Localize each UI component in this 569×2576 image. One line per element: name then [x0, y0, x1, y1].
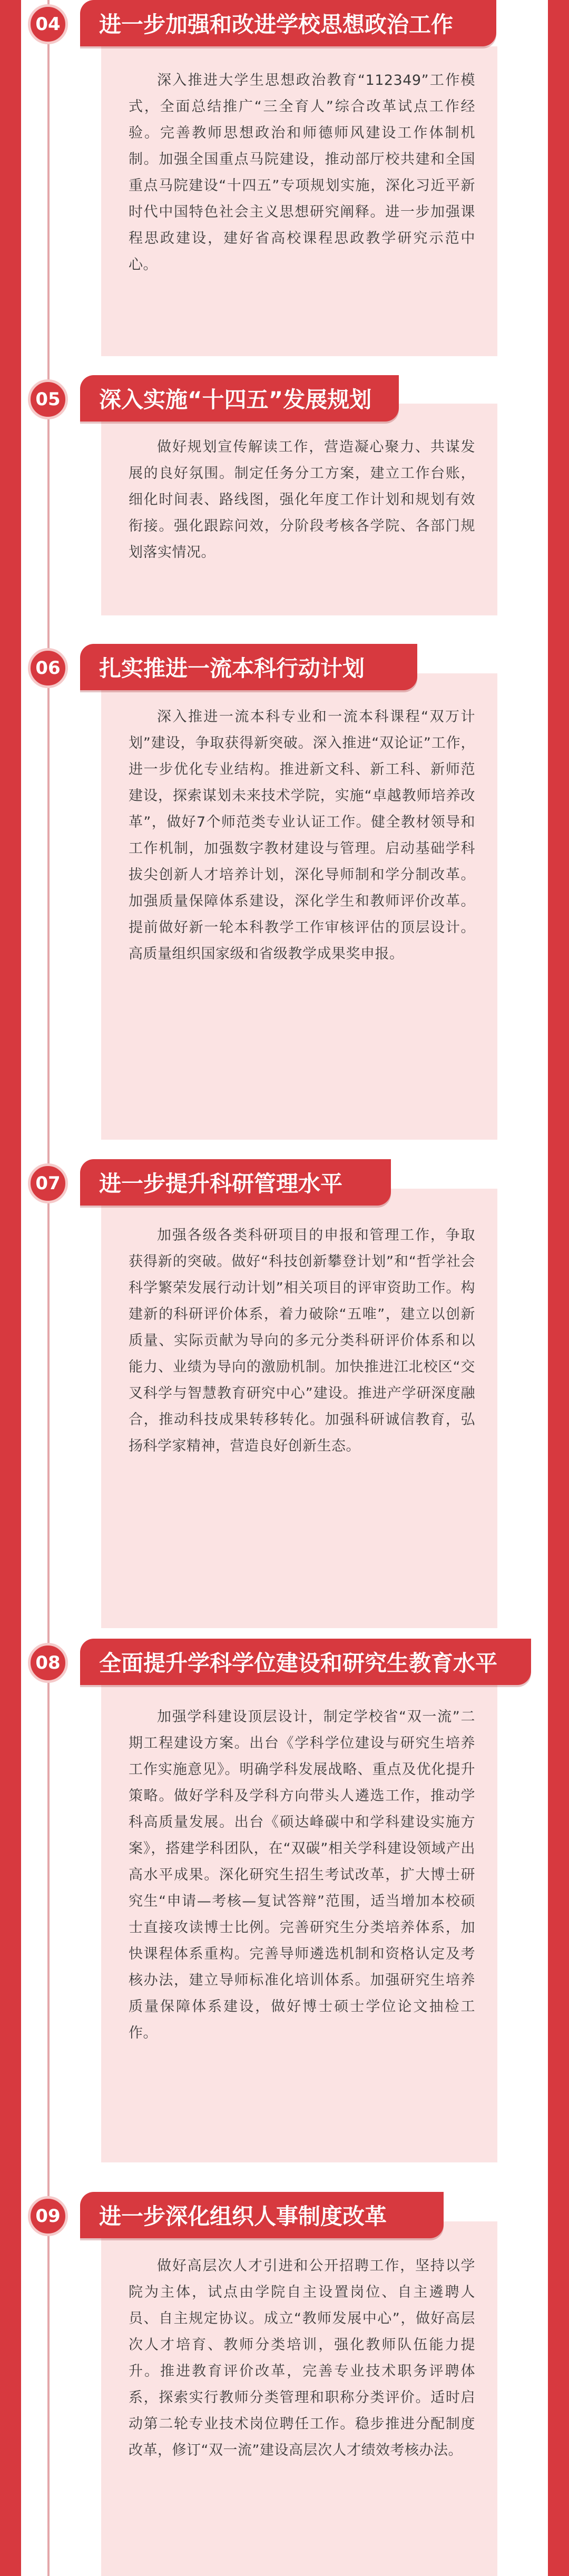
section-number-badge: 05 [28, 379, 68, 419]
section-number-badge: 04 [28, 4, 68, 44]
section-number-badge: 09 [28, 2196, 68, 2236]
section-body-text: 做好规划宣传解读工作，营造凝心聚力、共谋发展的良好氛围。制定任务分工方案，建立工作台账，细化时间表、路线图，强化年度工作计划和规划有效衔接。强化跟踪问效，分阶段考核各学院、各部门规划落实情况。 [129, 439, 475, 561]
section-body-card [101, 46, 497, 356]
section-number-badge: 06 [28, 648, 68, 688]
section-number-badge: 07 [28, 1163, 68, 1203]
section-title: 进一步深化组织人事制度改革 [80, 2192, 444, 2238]
section-body-text: 深入推进一流本科专业和一流本科课程“双万计划”建设，争取获得新突破。深入推进“双论证”工作，进一步优化专业结构。推进新文科、新工科、新师范建设，探索谋划未来技术学院，实施“卓越教师培养改革”，做好7个师范类专业认证工作。健全教材领导和工作机制，加强数字教材建设与管理。启动基础学科拔尖创新人才培养计划，深化导师制和学分制改革。加强质量保障体系建设，深化学生和教师评价改革。提前做好新一轮本科教学工作审核评估的顶层设计。高质量组织国家级和省级教学成果奖申报。 [129, 709, 475, 962]
section-title: 全面提升学科学位建设和研究生教育水平 [80, 1639, 531, 1685]
section-body-text: 做好高层次人才引进和公开招聘工作，坚持以学院为主体，试点由学院自主设置岗位、自主遴聘人员、自主规定协议。成立“教师发展中心”，做好高层次人才培育、教师分类培训，强化教师队伍能力提升。推进教育评价改革，完善专业技术职务评聘体系，探索实行教师分类管理和职称分类评价。适时启动第二轮专业技术岗位聘任工作。稳步推进分配制度改革，修订“双一流”建设高层次人才绩效考核办法。 [129, 2258, 475, 2459]
section-body-card [101, 2221, 497, 2576]
section-body-card [101, 1189, 497, 1628]
section-title: 进一步提升科研管理水平 [80, 1159, 391, 1206]
section-body-text: 深入推进大学生思想政治教育“112349”工作模式，全面总结推广“三全育人”综合改革试点工作经验。完善教师思想政治和师德师风建设工作体制机制。加强全国重点马院建设，推动部厅校共建和全国重点马院建设“十四五”专项规划实施，深化习近平新时代中国特色社会主义思想研究阐释。进一步加强课程思政建设，建好省高校课程思政教学研究示范中心。 [129, 72, 475, 273]
section-title: 扎实推进一流本科行动计划 [80, 644, 417, 690]
section-body-text: 加强各级各类科研项目的申报和管理工作，争取获得新的突破。做好“科技创新攀登计划”和“哲学社会科学繁荣发展行动计划”相关项目的评审资助工作。构建新的科研评价体系，着力破除“五唯”，建立以创新质量、实际贡献为导向的多元分类科研评价体系和以能力、业绩为导向的激励机制。加快推进江北校区“交叉科学与智慧教育研究中心”建设。推进产学研深度融合，推动科技成果转移转化。加强科研诚信教育，弘扬科学家精神，营造良好创新生态。 [129, 1227, 475, 1454]
section-title: 进一步加强和改进学校思想政治工作 [80, 0, 496, 46]
section-number-badge: 08 [28, 1643, 68, 1683]
section-title: 深入实施“十四五”发展规划 [80, 375, 399, 422]
section-body-card [101, 1668, 497, 2162]
section-body-card [101, 673, 497, 1140]
section-body-text: 加强学科建设顶层设计，制定学校省“双一流”二期工程建设方案。出台《学科学位建设与研究生培养工作实施意见》。明确学科发展战略、重点及优化提升策略。做好学科及学科方向带头人遴选工作，推动学科高质量发展。出台《硕达峰碳中和学科建设实施方案》，搭建学科团队，在“双碳”相关学科建设领域产出高水平成果。深化研究生招生考试改革，扩大博士研究生“申请—考核—复试答辩”范围，适当增加本校硕士直接攻读博士比例。完善研究生分类培养体系，加快课程体系重构。完善导师遴选机制和资格认定及考核办法，建立导师标准化培训体系。加强研究生培养质量保障体系建设，做好博士硕士学位论文抽检工作。 [129, 1709, 475, 2041]
section-body-card [101, 404, 497, 615]
